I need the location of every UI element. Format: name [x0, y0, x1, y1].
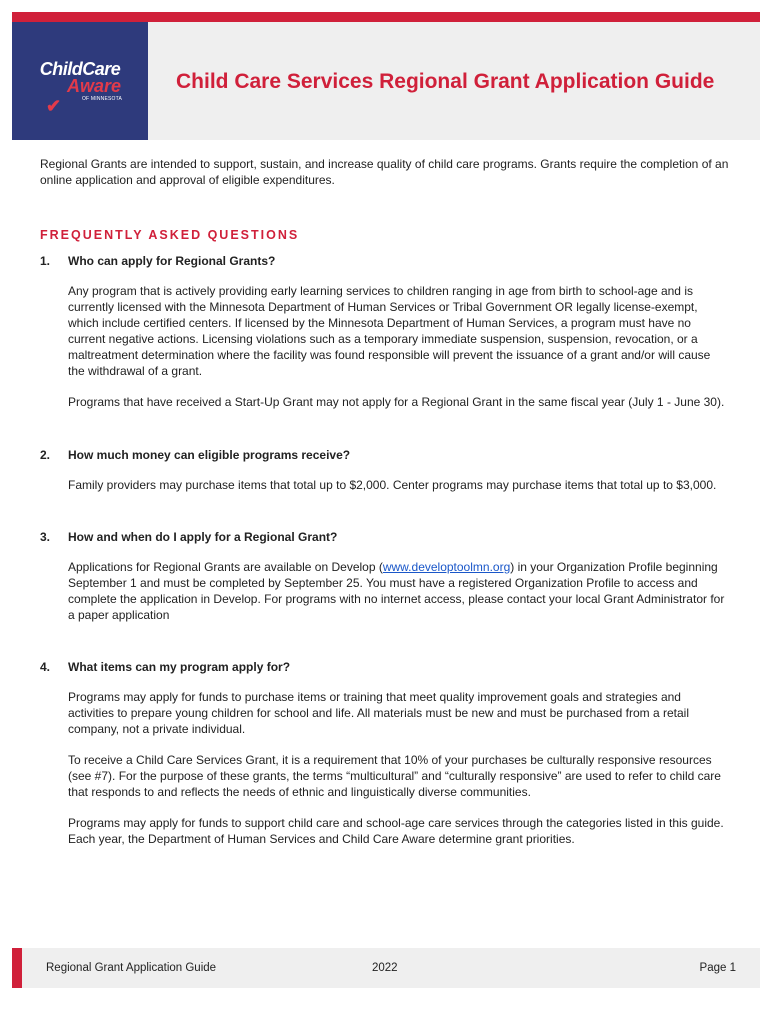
logo-text-childcare: ChildCare	[39, 59, 121, 79]
answer-paragraph: Programs that have received a Start-Up Grant may not apply for a Regional Grant in the same fiscal year (July 1 - June 30).	[68, 395, 725, 409]
document-title: Child Care Services Regional Grant Application Guide	[176, 70, 715, 93]
question-3	[40, 529, 730, 545]
question-number: 3.	[40, 530, 51, 544]
faq-heading: FREQUENTLY ASKED QUESTIONS	[40, 228, 300, 242]
intro-paragraph: Regional Grants are intended to support, sustain, and increase quality of child care programs. Grants require the completion of an online application and approval of eligible expenditures.	[40, 157, 729, 187]
footer-year: 2022	[372, 962, 398, 974]
answer-2	[68, 477, 730, 493]
question-text: What items can my program apply for?	[68, 660, 291, 674]
answer-paragraph: Programs may apply for funds to support child care and school-age care services through the categories listed in this guide. Each year, the Department of Human Services and Child Care Aware determine grant priorities.	[68, 816, 724, 846]
answer-text: Applications for Regional Grants are available on Develop (	[68, 560, 383, 574]
answer-paragraph: Programs may apply for funds to purchase items or training that meet quality improvement goals and strategies and activities to prepare young children for school and life. All materials must be new and must be purchased from a retail company, not a private individual.	[68, 690, 689, 736]
document-body	[40, 156, 730, 847]
question-text: How and when do I apply for a Regional Grant?	[68, 530, 338, 544]
question-2	[40, 447, 730, 463]
answer-3	[68, 559, 730, 623]
answer-paragraph: Family providers may purchase items that total up to $2,000. Center programs may purchase items that total up to $3,000.	[68, 478, 717, 492]
question-number: 4.	[40, 660, 51, 674]
footer-page-number: Page 1	[699, 962, 736, 974]
child-care-aware-logo	[12, 22, 148, 140]
answer-text: ) in your Organization Profile beginning September 1 and must be completed by September 25. You must have a registered Organization Profile to access and complete the application in Develop. For programs with no internet access, please contact your local Grant Administrator for a paper application	[68, 560, 725, 622]
question-text: Who can apply for Regional Grants?	[68, 254, 276, 268]
footer-document-name: Regional Grant Application Guide	[46, 962, 217, 974]
question-number: 1.	[40, 254, 51, 268]
answer-4	[68, 689, 730, 847]
question-number: 2.	[40, 448, 51, 462]
develop-link[interactable]: www.developtoolmn.org	[382, 560, 511, 574]
question-text: How much money can eligible programs receive?	[68, 448, 351, 462]
answer-1	[68, 283, 730, 410]
page-footer	[22, 948, 760, 988]
question-4	[40, 659, 730, 675]
checkmark-icon: ✔	[46, 96, 62, 116]
question-1	[40, 253, 730, 269]
logo-text-minnesota: OF MINNESOTA	[81, 96, 123, 102]
answer-paragraph: Any program that is actively providing early learning services to children ranging in age from birth to school-age and is currently licensed with the Minnesota Department of Human Services or Tribal Government OR legally license-exempt, which include certified centers. If licensed by the Minnesota Department of Human Services, a program must have no current negative actions. Licensing violations such as a temporary immediate suspension, suspension, revocation, or a maltreatment determination where the facility was found responsible will prevent the issuance of a grant and/or will cause the withdrawal of a grant.	[68, 284, 711, 378]
answer-paragraph: To receive a Child Care Services Grant, it is a requirement that 10% of your purchases be culturally responsive resources (see #7). For the purpose of these grants, the terms “multicultural” and “culturally responsive” are used to refer to child care that responds to and reflects the needs of ethnic and linguistically diverse communities.	[68, 753, 721, 799]
top-accent-bar	[12, 12, 760, 22]
answer-paragraph	[68, 559, 730, 623]
footer-accent-bar	[12, 948, 22, 988]
logo-text-aware: Aware	[66, 76, 122, 96]
